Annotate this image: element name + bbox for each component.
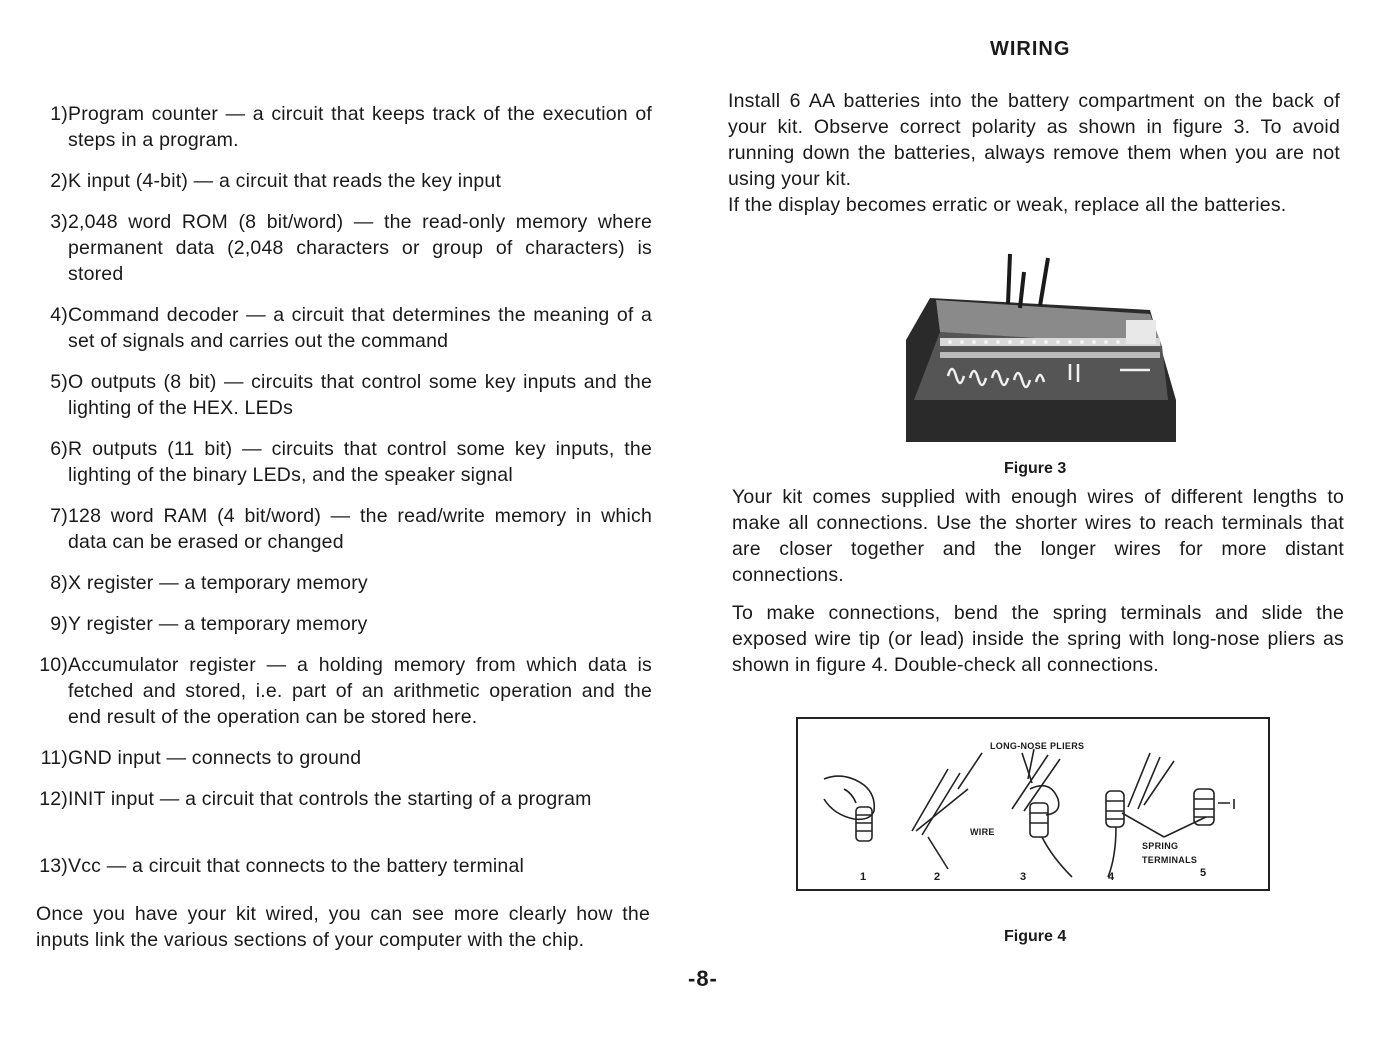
figure-3-caption: Figure 3 [1004,460,1067,477]
list-item-number: 5) [50,371,68,393]
list-item-number: 11) [40,747,68,769]
list-item-text: K input (4-bit) — a circuit that reads the key input [68,170,502,192]
list-item-number: 7) [50,505,68,527]
list-item-number: 1) [50,103,68,125]
list-item-text: O outputs (8 bit) — circuits that control some key inputs and the lighting of the HEX. LEDs [68,371,652,419]
figure-4-caption: Figure 4 [1004,928,1067,945]
battery-paragraph [728,88,1340,218]
spring-label: SPRING [1142,841,1179,851]
page-number: -8- [688,966,718,991]
list-item-text: R outputs (11 bit) — circuits that control some key inputs, the lighting of the binary LEDs, and the speaker signal [68,438,652,486]
list-item [22,101,652,153]
list-item-text: GND input — connects to ground [68,747,362,769]
list-item-text: X register — a temporary memory [68,572,368,594]
closing-paragraph: Once you have your kit wired, you can see more clearly how the inputs link the various sections of your computer with the chip. [36,903,650,951]
list-item-number: 6) [50,438,68,460]
list-item-number: 3) [50,211,68,233]
list-item-number: 10) [39,654,68,676]
step-number: 1 [860,871,867,883]
section-title: WIRING [990,38,1071,60]
wires-paragraph: Your kit comes supplied with enough wires of different lengths to make all connections. Use the shorter wires to reach terminals that are closer together and the longer wires for more distant connections. [732,486,1344,586]
list-item-number: 9) [50,613,68,635]
connections-paragraph: To make connections, bend the spring terminals and slide the exposed wire tip (or lead) inside the spring with long-nose pliers as shown in figure 4. Double-check all connections. [732,602,1344,676]
step-number: 5 [1200,867,1207,879]
list-item-text: Vcc — a circuit that connects to the battery terminal [68,855,525,877]
battery-paragraph-text: Install 6 AA batteries into the battery compartment on the back of your kit. Observe correct polarity as shown in figure 3. To avoid running down the batteries, always remove them when you are not using your kit. [728,90,1340,190]
list-item-text: Accumulator register — a holding memory from which data is fetched and stored, i.e. part of an arithmetic operation and the end result of the operation can be stored here. [68,654,652,728]
step-number: 2 [934,871,941,883]
list-item-text: Command decoder — a circuit that determines the meaning of a set of signals and carries out the command [68,304,652,352]
list-item-text: Program counter — a circuit that keeps track of the execution of steps in a program. [68,103,652,151]
list-item-text: 128 word RAM (4 bit/word) — the read/write memory in which data can be erased or changed [68,505,652,553]
terminals-label: TERMINALS [1142,855,1198,865]
figure-4-diagram [796,717,1270,891]
list-item-number: 12) [39,788,68,810]
pliers-label: LONG-NOSE PLIERS [990,741,1085,751]
list-item-number: 13) [39,855,68,877]
figure-3-photo [900,250,1180,446]
step-number: 4 [1108,871,1115,883]
list-item-number: 2) [50,170,68,192]
left-column [0,0,690,1040]
wire-label: WIRE [970,827,995,837]
step-number: 3 [1020,871,1027,883]
list-item-text: 2,048 word ROM (8 bit/word) — the read-only memory where permanent data (2,048 characters or group of characters) is stored [68,211,652,285]
list-item-number: 4) [50,304,68,326]
list-item-text: Y register — a temporary memory [68,613,368,635]
battery-paragraph-note: If the display becomes erratic or weak, replace all the batteries. [728,194,1287,216]
list-item-text: INIT input — a circuit that controls the starting of a program [68,788,592,810]
list-item-number: 8) [50,572,68,594]
